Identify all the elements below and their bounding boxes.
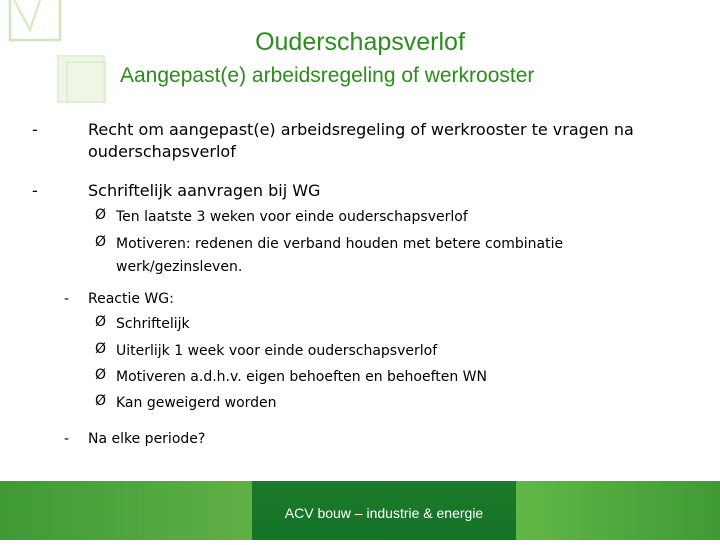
arrow-bullet-icon: Ø bbox=[95, 393, 107, 409]
arrow-bullet-icon: Ø bbox=[95, 234, 107, 250]
bullet-text: Recht om aangepast(e) arbeidsregeling of werkrooster te vragen na bbox=[88, 120, 634, 139]
bullet-marker: - bbox=[64, 291, 70, 307]
bullet-marker: - bbox=[32, 120, 38, 139]
arrow-bullet-icon: Ø bbox=[95, 207, 107, 223]
bullet-marker: - bbox=[64, 431, 70, 447]
footer-label: ACV bouw – industrie & energie bbox=[252, 481, 516, 540]
slide-subtitle: Aangepast(e) arbeidsregeling of werkrooster bbox=[120, 64, 535, 87]
bullet-text: Reactie WG: bbox=[88, 291, 174, 307]
footer-band bbox=[0, 481, 720, 540]
subitem-text: Motiveren: redenen die verband houden met betere combinatie bbox=[116, 236, 564, 252]
bullet-text: Na elke periode? bbox=[88, 431, 206, 447]
bullet-text: ouderschapsverlof bbox=[88, 142, 236, 161]
slide-title: Ouderschapsverlof bbox=[255, 28, 465, 56]
subitem-text: Kan geweigerd worden bbox=[116, 395, 277, 411]
bullet-text: Schriftelijk aanvragen bij WG bbox=[88, 181, 321, 200]
arrow-bullet-icon: Ø bbox=[95, 341, 107, 357]
subitem-text: Uiterlijk 1 week voor einde ouderschapsverlof bbox=[116, 343, 438, 359]
subitem-text: Ten laatste 3 weken voor einde ouderschapsverlof bbox=[116, 209, 468, 225]
subitem-text: werk/gezinsleven. bbox=[116, 259, 243, 275]
arrow-bullet-icon: Ø bbox=[95, 367, 107, 383]
bullet-marker: - bbox=[32, 181, 38, 200]
subitem-text: Motiveren a.d.h.v. eigen behoeften en behoeften WN bbox=[116, 369, 487, 385]
arrow-bullet-icon: Ø bbox=[95, 314, 107, 330]
subitem-text: Schriftelijk bbox=[116, 316, 190, 332]
